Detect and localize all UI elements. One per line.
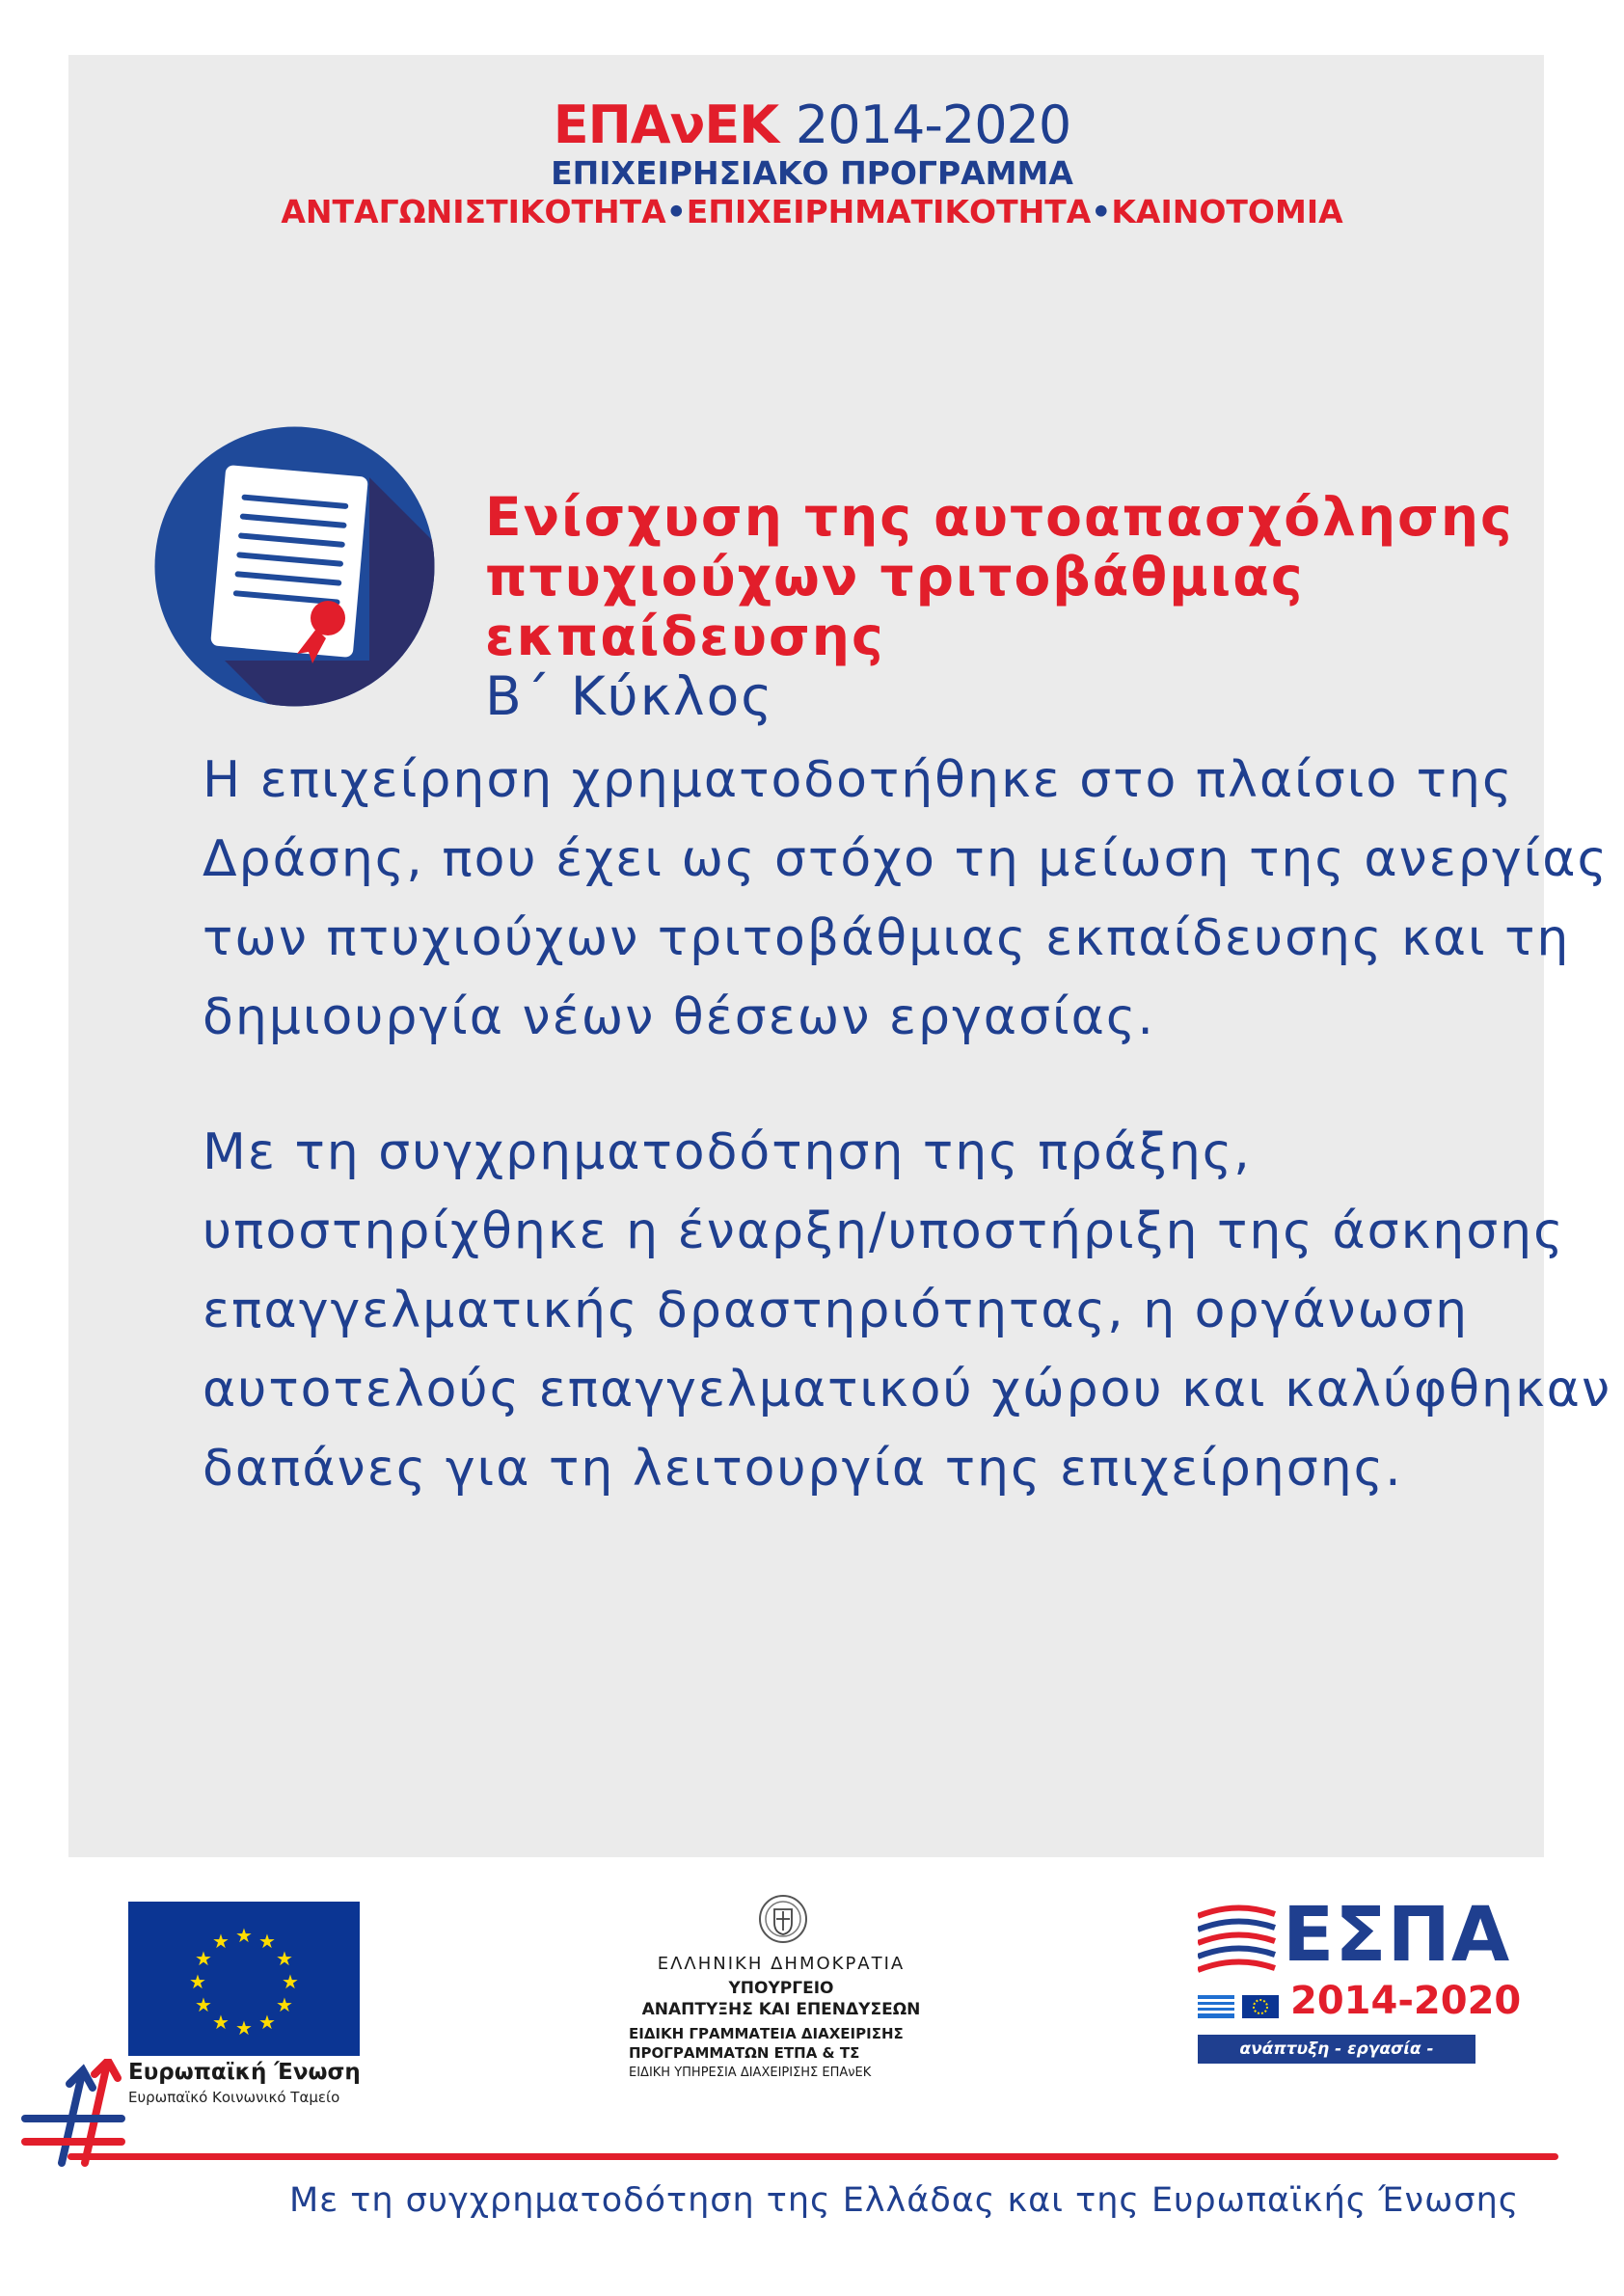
text-line: επαγγελματικής δραστηριότητας, η οργάνωση <box>203 1282 1470 1339</box>
text-line: δαπάνες για τη λειτουργία της επιχείρησης. <box>203 1440 1403 1498</box>
svg-text:★: ★ <box>235 1924 253 1947</box>
espa-motto: ανάπτυξη - εργασία - αλληλεγγύη <box>1198 2035 1475 2064</box>
eu-fund-label: Ευρωπαϊκό Κοινωνικό Ταμείο <box>128 2089 340 2106</box>
greek-emblem-icon <box>758 1892 808 1946</box>
svg-text:★: ★ <box>276 1993 293 2016</box>
svg-text:★: ★ <box>212 2011 230 2034</box>
theme-1: ΑΝΤΑΓΩΝΙΣΤΙΚΟΤΗΤΑ <box>281 193 666 230</box>
cycle-label: Β΄ Κύκλος <box>485 665 774 727</box>
program-themes <box>0 193 1624 230</box>
svg-text:★: ★ <box>212 1930 230 1953</box>
title-line-1: Ενίσχυση της αυτοαπασχόλησης <box>485 486 1514 548</box>
eu-label: Ευρωπαϊκή Ένωση <box>128 2060 361 2085</box>
gr-republic: ΕΛΛΗΝΙΚΗ ΔΗΜΟΚΡΑΤΙΑ <box>657 1954 906 1974</box>
svg-text:★: ★ <box>258 2011 276 2034</box>
theme-2: ΕΠΙΧΕΙΡΗΜΑΤΙΚΟΤΗΤΑ <box>686 193 1092 230</box>
certificate-icon <box>152 424 437 709</box>
footer-divider <box>68 2153 1558 2160</box>
text-line: Δράσης, που έχει ως στόχο τη μείωση της ανεργίας <box>203 830 1610 888</box>
gr-service: ΕΙΔΙΚΗ ΥΠΗΡΕΣΙΑ ΔΙΑΧΕΙΡΙΣΗΣ ΕΠΑνΕΚ <box>629 2066 872 2080</box>
description-paragraph-1 <box>203 741 1624 1057</box>
cofunding-footer: Με τη συγχρηματοδότηση της Ελλάδας και της Ευρωπαϊκής Ένωσης <box>289 2181 1520 2220</box>
title-line-3: εκπαίδευσης <box>485 606 885 667</box>
program-brand: ΕΠΑνΕΚ <box>553 95 779 155</box>
eu-flag-icon <box>128 1902 360 2056</box>
svg-text:★: ★ <box>276 1947 293 1970</box>
gr-secretariat: ΕΙΔΙΚΗ ΓΡΑΜΜΑΤΕΙΑ ΔΙΑΧΕΙΡΙΣΗΣ <box>629 2025 904 2042</box>
action-title <box>485 487 1546 666</box>
gr-ministry-name: ΑΝΑΠΤΥΞΗΣ ΚΑΙ ΕΠΕΝΔΥΣΕΩΝ <box>641 2000 921 2019</box>
text-line: Η επιχείρηση χρηματοδοτήθηκε στο πλαίσιο της <box>203 751 1514 809</box>
espa-title: ΕΣΠΑ <box>1283 1892 1511 1979</box>
text-line: Με τη συγχρηματοδότηση της πράξης, <box>203 1123 1252 1181</box>
svg-text:★: ★ <box>189 1970 206 1993</box>
svg-text:★: ★ <box>195 1947 212 1970</box>
svg-text:★: ★ <box>258 1930 276 1953</box>
title-line-2: πτυχιούχων τριτοβάθμιας <box>485 546 1305 608</box>
description-paragraph-2 <box>203 1113 1624 1508</box>
text-line: αυτοτελούς επαγγελματικού χώρου και καλύφθηκαν <box>203 1361 1611 1418</box>
gr-ministry: ΥΠΟΥΡΓΕΙΟ <box>728 1979 834 1998</box>
text-line: υποστηρίχθηκε η έναρξη/υποστήριξη της άσκησης <box>203 1202 1565 1260</box>
svg-text:★: ★ <box>195 1993 212 2016</box>
text-line: δημιουργία νέων θέσεων εργασίας. <box>203 988 1155 1046</box>
gr-programmes: ΠΡΟΓΡΑΜΜΑΤΩΝ ΕΤΠΑ & ΤΣ <box>629 2044 860 2062</box>
theme-separator: • <box>1091 193 1112 230</box>
program-years: 2014-2020 <box>795 95 1071 155</box>
text-line: των πτυχιούχων τριτοβάθμιας εκπαίδευσης και τη <box>203 909 1571 967</box>
theme-3: ΚΑΙΝΟΤΟΜΙΑ <box>1111 193 1343 230</box>
program-logo <box>0 95 1624 155</box>
espa-years: 2014-2020 <box>1290 1979 1522 2023</box>
program-subtitle: ΕΠΙΧΕΙΡΗΣΙΑΚΟ ΠΡΟΓΡΑΜΜΑ <box>551 154 1073 192</box>
svg-text:★: ★ <box>235 2016 253 2039</box>
svg-text:★: ★ <box>282 1970 299 1993</box>
theme-separator: • <box>665 193 687 230</box>
